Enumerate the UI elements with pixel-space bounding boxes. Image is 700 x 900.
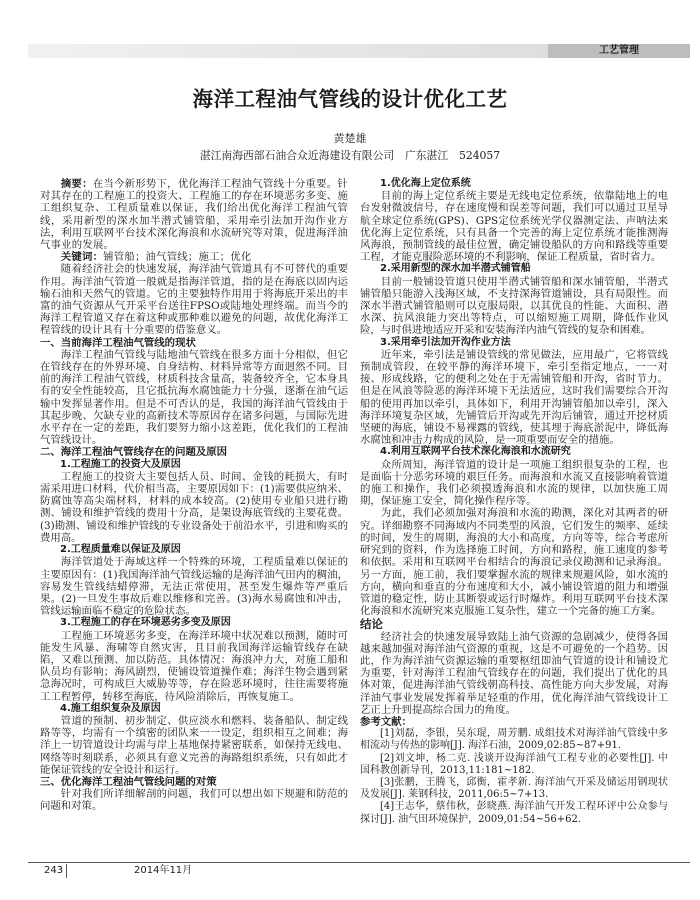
running-header-bar bbox=[28, 44, 690, 58]
abstract-label: 摘要： bbox=[60, 178, 93, 190]
abstract-text: 在当今新形势下，优化海洋工程油气管线十分重要。针对其存在的工程施工的投资大、工程施工的存在环境恶劣多变、施工组织复杂、工程质量难以保证，我们给出优化海洋工程油气管线，采用新型的深水加半潜式铺管船，采用牵引法加开沟作业方法，利用互联网平台技术深化海浪和水流研究等对策，促进海洋油气事业的发展。 bbox=[40, 178, 348, 252]
paragraph: 目前一般铺设管道只使用半潜式铺管船和深水铺管船，半潜式铺管船只能游入浅海区域，不支持深海管道铺设，具有局限性。而深水半潜式铺管船则可以克服局限，以其优良的性能、大面积、潜水深、抗风浪能力突出等特点，可以缩短施工周期，降低作业风险，与时俱进地适应开采和安装海洋内油气管线的复杂和困难。 bbox=[360, 275, 668, 337]
page-number: 243 bbox=[44, 865, 64, 876]
conclusion-heading: 结论 bbox=[360, 617, 383, 632]
subsection-heading: 3.工程施工的存在环境恶劣多变及原因 bbox=[60, 617, 231, 629]
author-affiliation: 湛江南海西部石油合众近海建设有限公司 广东湛江 524057 bbox=[199, 149, 501, 162]
subsection-heading: 1.工程施工的投资大及原因 bbox=[60, 458, 181, 470]
subsection-heading: 4.施工组织复杂及原因 bbox=[60, 702, 161, 714]
paragraph: 工程施工的投资大主要包括人员、时间、金钱的耗损大，有时需采用进口材料，代价相当高，主要原因如下：(1)需要供应纳米、防腐蚀等高尖端材料，材料的成本较高。(2)使用专业船只进行勘测、铺设和维护管线的费用十分高，是架设海底管线的主要花费。(3)勘测、铺设和维护管线的专业设备处于前沿水平，引进和购买的费用高。 bbox=[40, 470, 348, 544]
section-heading-2: 二、海洋工程油气管线存在的问题及原因 bbox=[40, 446, 228, 459]
abstract bbox=[40, 178, 348, 251]
paragraph: 众所周知，海洋管道的设计是一项施工组织很复杂的工程，也是面临十分恶劣环境的艰巨任务。而海浪和水流又直接影响着管道的施工和操作，我们必须摸透海浪和水流的规律，以加快施工周期，保证施工安全，简化操作程序等。 bbox=[360, 458, 668, 508]
paragraph: 近年来，牵引法是铺设管线的常见做法，应用最广，它将管线预制成管段，在较平静的海洋环境下，牵引至指定地点，一一对接、形成线路，它的便利之处在于无需铺管船和开沟，省时节力。但是在风浪等险恶的海洋环境下无法适应，这时我们需要综合开沟船的使用再加以牵引，具体如下，利用开沟铺管船加以牵引，深入海洋环境复杂区域，先铺管后开沟或先开沟后铺管，通过开挖材质坚硬的海底，铺设不易裸露的管线，使其埋于海底淤泥中，降低海水腐蚀和冲击力构成的风险，是一项重要而安全的措施。 bbox=[360, 348, 668, 447]
intro-paragraph: 随着经济社会的快速发展，海洋油气管道具有不可替代的重要作用。海洋油气管道一般就是指海洋管道，指的是在海底以固内运输石油和天然气的管道。它的主要独特作用用于将海底开采出的丰富的油气资源从气开采平台送往FPSO或陆地处理终端。而当今的海洋工程管道又存在着这种或那种难以避免的问题，故优化海洋工程管线的设计具有十分重要的借鉴意义。 bbox=[40, 263, 348, 337]
reference-item: [2]刘文坤，杨二克. 浅谈开设海洋油气工程专业的必要性[J]. 中国科教创新导刊，2013,11:181~182. bbox=[360, 752, 668, 776]
paragraph: 管道的预制、初步制定、供应淡水和燃料、装备船队、制定线路等等，均需有一个缜密的团队来一一设定，组织相互之间难；海洋上一切管道设计均需与岸上基地保持紧密联系，如保持无线电、网络等时刻联系，必须具有意义完善的海路组织系统，只有如此才能保证管线的安全设计和运行。 bbox=[40, 714, 348, 776]
article-title: 海洋工程油气管线的设计优化工艺 bbox=[192, 87, 508, 111]
subsection-heading: 3.采用牵引法加开沟作业方法 bbox=[380, 336, 511, 348]
paragraph: 工程施工环境恶劣多变，在海洋环境中状况难以预测，随时可能发生风暴、海啸等自然灾害，且目前我国海洋运输管线存在缺陷，又难以预测、加以防范。具体情况：海浪冲力大，对施工船和队员均有影响；海风剧烈，使铺设管道操作难；海洋生物会遇到紧急海况时，可构成巨大威胁等等，存在险恶环境时，往往需要将施工工程暂停，转移至海底，待风险消除后，再恢复施工。 bbox=[40, 629, 348, 703]
subsection-heading: 4.利用互联网平台技术深化海浪和水流研究 bbox=[380, 446, 571, 458]
reference-item: [4]王志华，蔡伟秋，彭晓燕. 海洋油气开发工程环评中公众参与探讨[J]. 油气田环境保护，2009,01:54~56+62. bbox=[360, 801, 668, 825]
paragraph: 针对我们所详细解剖的问题，我们可以想出如下规避和防范的问题和对策。 bbox=[40, 788, 348, 813]
keywords-label: 关键词： bbox=[60, 251, 104, 264]
author-name: 黄楚雄 bbox=[333, 132, 367, 145]
paragraph: 目前的海上定位系统主要是无线电定位系统，依靠陆地上的电台发射微波信号，存在速度慢和误差等问题，我们可以通过卫星导航全球定位系统(GPS)、GPS定位系统光学仪器测定法、声呐法来优化海上定位系统，只有具备一个完善的海上定位系统才能推测海风海浪，预制管线的最佳位置，确定铺设船队的方向和路线等重要工程，才能克服险恶环境的不利影响，保证工程质量，省时省力。 bbox=[360, 190, 668, 264]
footer-rule bbox=[28, 862, 690, 863]
paragraph: 为此，我们必须加强对海浪和水流的勘测，深化对其两者的研究。详细勘察不同海域内不同类型的风浪，它们发生的频率、延续的时间，发生的周期，海浪的大小和高度，方向等等，综合考虑所研究到的资料，作为选择施工时间，方向和路程，施工速度的参考和依据。采用和互联网平台相结合的海浪记录仪勘测和记录海浪。另一方面，施工前，我们要掌握水流的规律来规避风险，如水流的方向，横向和垂直的分布速度和大小，减小铺设管道的阻力和增强管道的稳定性，防止其断裂或运行时爆炸。利用互联网平台技术深化海浪和水流研究来克服施工复杂性，建立一个完备的施工方案。 bbox=[360, 507, 668, 618]
subsection-heading: 1.优化海上定位系统 bbox=[380, 178, 471, 189]
article-body bbox=[40, 178, 668, 826]
section-heading-1: 一、当前海洋工程油气管线的现状 bbox=[40, 336, 196, 349]
paragraph: 海洋管道处于海域这样一个特殊的环境，工程质量难以保证的主要原因有：(1)我国海洋油气管线运输的是海洋油气田内的稠油，容易发生管线结蜡停滞，无法正常使用，甚至发生爆炸等严重后果。(2)一旦发生事故后难以维修和完善。(3)海水易腐蚀和冲击，管线运输面临不稳定的危险状态。 bbox=[40, 556, 348, 618]
subsection-heading: 2.工程质量难以保证及原因 bbox=[60, 544, 181, 556]
conclusion-paragraph: 经济社会的快速发展导致陆上油气资源的急剧减少，使得各国越来越加强对海洋油气资源的重视，这是不可避免的一个趋势。因此，作为海洋油气资源运输的重要枢纽即油气管道的设计和铺设尤为重要，针对海洋工程油气管线存在的问题，我们提出了优化的具体对策，促进海洋油气管线朝高科技、高性能方向大步发展，对海洋油气事业发展发挥着举足轻重的作用，优化海洋油气管线设计工艺正上升到提高综合国力的角度。 bbox=[360, 630, 668, 716]
footer-divider bbox=[66, 864, 67, 878]
keywords bbox=[40, 251, 348, 263]
issue-date: 2014年11月 bbox=[134, 865, 193, 876]
reference-item: [3]张鹏，王腾飞，邱衡，霍孝新. 海洋油气开采及储运用钢现状及发展[J]. 莱钢科技，2011,06:5~7+13. bbox=[360, 776, 668, 801]
paragraph: 海洋工程油气管线与陆地油气管线在很多方面十分相似，但它在管线存在的外界环境、自身结构、材料异常等方面迥然不同。目前的海洋工程油气管线，材质科技含量高，装备较齐全，它本身具有的安全性能较高，且它抵抗海水腐蚀能力十分强，逐渐在油气运输中发挥显著作用。但是不可否认的是，我国的海洋油气管线由于其起步晚、欠缺专业的高新技术等原因存在诸多问题，与国际先进水平存在一定的差距，我们要努力缩小这差距，优化我们的工程油气管线设计。 bbox=[40, 348, 348, 447]
subsection-heading: 2.采用新型的深水加半潜式铺管船 bbox=[380, 263, 531, 275]
keywords-text: 铺管船；油气管线；施工；优化 bbox=[103, 251, 252, 264]
section-label: 工艺管理 bbox=[548, 44, 690, 58]
reference-item: [1]刘磊，李银，吴东琨，周芳鹏. 成组技术对海洋油气管线中多相流动与传热的影响[J]. 海洋石油，2009,02:85~87+91. bbox=[360, 728, 668, 752]
section-heading-3: 三、优化海洋工程油气管线问题的对策 bbox=[40, 775, 217, 788]
references-heading: 参考文献： bbox=[360, 715, 412, 728]
